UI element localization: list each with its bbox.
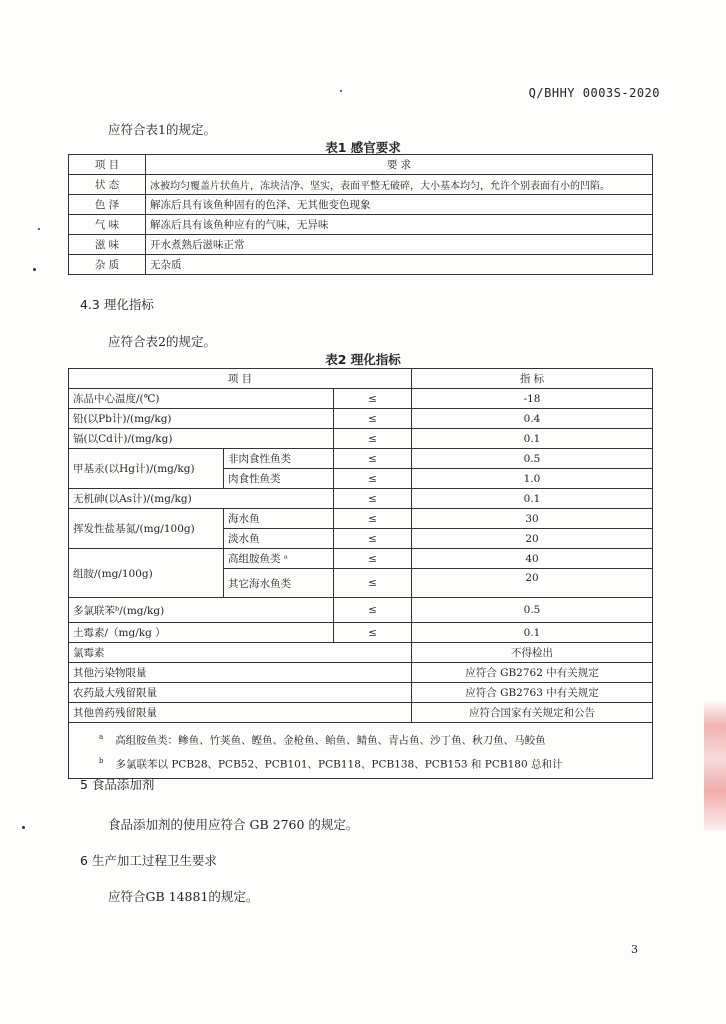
scan-speck xyxy=(22,826,25,829)
le-symbol: ≤ xyxy=(334,389,412,409)
scan-speck xyxy=(33,268,36,271)
le-symbol: ≤ xyxy=(334,449,412,469)
table-row xyxy=(69,703,653,723)
le-symbol: ≤ xyxy=(334,429,412,449)
red-seal-stamp-edge xyxy=(704,700,726,830)
table-row xyxy=(69,175,653,195)
intro-paragraph-2: 应符合表2的规定。 xyxy=(108,334,216,349)
table2-header-item: 项 目 xyxy=(69,369,412,389)
table2-subitem-label: 高组胺鱼类 ᵃ xyxy=(224,549,334,569)
table2-item-label: 其他兽药残留限量 xyxy=(69,703,412,723)
table2-header-row xyxy=(69,369,653,389)
table2-value: 0.5 xyxy=(412,598,653,623)
table1-cell-item: 气 味 xyxy=(69,215,146,235)
table2-notes-row xyxy=(69,723,653,779)
table-row xyxy=(69,215,653,235)
table2-value: 0.1 xyxy=(412,623,653,643)
table1-cell-item: 滋 味 xyxy=(69,235,146,255)
table2-item-label: 冻品中心温度/(℃) xyxy=(69,389,334,409)
note-a-text: 高组胺鱼类：鲹鱼、竹荚鱼、鲣鱼、金枪鱼、鲐鱼、鲭鱼、青占鱼、沙丁鱼、秋刀鱼、马鲛鱼 xyxy=(115,734,546,747)
table2-value: 0.5 xyxy=(412,449,653,469)
section-5-paragraph: 食品添加剂的使用应符合 GB 2760 的规定。 xyxy=(108,817,359,832)
table-row xyxy=(69,643,653,663)
table2-item-label: 无机砷(以As计)/(mg/kg) xyxy=(69,489,334,509)
table2-subitem-label: 海水鱼 xyxy=(224,509,334,529)
table2-item-label: 镉(以Cd计)/(mg/kg) xyxy=(69,429,334,449)
table2-subitem-label: 淡水鱼 xyxy=(224,529,334,549)
table1-cell-requirement: 解冻后具有该鱼种固有的色泽、无其他变色现象 xyxy=(146,195,653,215)
scan-speck xyxy=(340,90,342,92)
le-symbol: ≤ xyxy=(334,549,412,569)
le-symbol: ≤ xyxy=(334,409,412,429)
table2-value: 0.4 xyxy=(412,409,653,429)
table2-value: 40 xyxy=(412,549,653,569)
le-symbol: ≤ xyxy=(334,529,412,549)
table2-value: 30 xyxy=(412,509,653,529)
table2-value: 应符合国家有关规定和公告 xyxy=(412,703,653,723)
table-row xyxy=(69,489,653,509)
table2-item-label: 其他污染物限量 xyxy=(69,663,412,683)
table-row xyxy=(69,449,653,469)
section-6-paragraph: 应符合GB 14881的规定。 xyxy=(108,889,259,904)
section-5-heading: 5 食品添加剂 xyxy=(80,777,155,792)
table2-value: 0.1 xyxy=(412,489,653,509)
note-b xyxy=(99,751,648,775)
table2-physicochemical-indicators xyxy=(68,368,653,779)
note-b-marker: b xyxy=(99,756,104,765)
table2-value: 20 xyxy=(412,529,653,549)
table2-value: -18 xyxy=(412,389,653,409)
table1-sensory-requirements xyxy=(68,154,653,275)
table2-value: 不得检出 xyxy=(412,643,653,663)
table2-header-indicator: 指 标 xyxy=(412,369,653,389)
table2-item-label: 铅(以Pb计)/(mg/kg) xyxy=(69,409,334,429)
table-row xyxy=(69,598,653,623)
table2-item-label: 多氯联苯ᵇ/(mg/kg) xyxy=(69,598,334,623)
le-symbol: ≤ xyxy=(334,489,412,509)
table1-cell-item: 杂 质 xyxy=(69,255,146,275)
table1-cell-requirement: 无杂质 xyxy=(146,255,653,275)
le-symbol: ≤ xyxy=(334,469,412,489)
table1-cell-item: 状 态 xyxy=(69,175,146,195)
table-row xyxy=(69,409,653,429)
table1-header-row xyxy=(69,155,653,175)
page-number: 3 xyxy=(631,943,638,956)
table1-cell-requirement: 开水煮熟后滋味正常 xyxy=(146,235,653,255)
section-6-heading: 6 生产加工过程卫生要求 xyxy=(80,853,217,868)
scan-speck xyxy=(38,228,40,230)
table2-value: 20 xyxy=(412,569,653,598)
table-row xyxy=(69,429,653,449)
table-row xyxy=(69,623,653,643)
document-code: Q/BHHY 0003S-2020 xyxy=(528,86,660,100)
table2-caption: 表2 理化指标 xyxy=(325,352,401,367)
le-symbol: ≤ xyxy=(334,623,412,643)
table-row xyxy=(69,683,653,703)
table2-value: 应符合 GB2763 中有关规定 xyxy=(412,683,653,703)
table2-subitem-label: 肉食性鱼类 xyxy=(224,469,334,489)
note-a xyxy=(99,727,648,751)
table-row xyxy=(69,235,653,255)
note-b-text: 多氯联苯以 PCB28、PCB52、PCB101、PCB118、PCB138、PCB153 和 PCB180 总和计 xyxy=(115,758,563,770)
intro-paragraph-1: 应符合表1的规定。 xyxy=(108,122,216,137)
table1-cell-requirement: 冰被均匀覆盖片状鱼片，冻块洁净、坚实，表面平整无破碎，大小基本均匀，允许个别表面有小的凹陷。 xyxy=(146,175,653,195)
table1-caption: 表1 感官要求 xyxy=(325,140,401,155)
table1-header-item: 项 目 xyxy=(69,155,146,175)
le-symbol: ≤ xyxy=(334,598,412,623)
table2-value: 应符合 GB2762 中有关规定 xyxy=(412,663,653,683)
table-row xyxy=(69,663,653,683)
table-row xyxy=(69,549,653,569)
table1-header-requirement: 要 求 xyxy=(146,155,653,175)
table2-notes xyxy=(69,723,653,779)
table2-item-label: 农药最大残留限量 xyxy=(69,683,412,703)
table2-item-label: 甲基汞(以Hg计)/(mg/kg) xyxy=(69,449,224,489)
table2-item-label: 挥发性盐基氮/(mg/100g) xyxy=(69,509,224,549)
table2-value: 1.0 xyxy=(412,469,653,489)
le-symbol: ≤ xyxy=(334,569,412,598)
table2-item-label: 氯霉素 xyxy=(69,643,412,663)
section-4-3-heading: 4.3 理化指标 xyxy=(80,297,154,312)
table-row xyxy=(69,255,653,275)
table-row xyxy=(69,509,653,529)
table2-item-label: 土霉素/（mg/kg ） xyxy=(69,623,334,643)
table2-value: 0.1 xyxy=(412,429,653,449)
table1-cell-item: 色 泽 xyxy=(69,195,146,215)
table1-cell-requirement: 解冻后具有该鱼种应有的气味，无异味 xyxy=(146,215,653,235)
table-row xyxy=(69,195,653,215)
le-symbol: ≤ xyxy=(334,509,412,529)
note-a-marker: a xyxy=(99,733,104,741)
table2-subitem-label: 非肉食性鱼类 xyxy=(224,449,334,469)
table-row xyxy=(69,389,653,409)
table2-item-label: 组胺/(mg/100g) xyxy=(69,549,224,598)
table2-subitem-label: 其它海水鱼类 xyxy=(224,569,334,598)
